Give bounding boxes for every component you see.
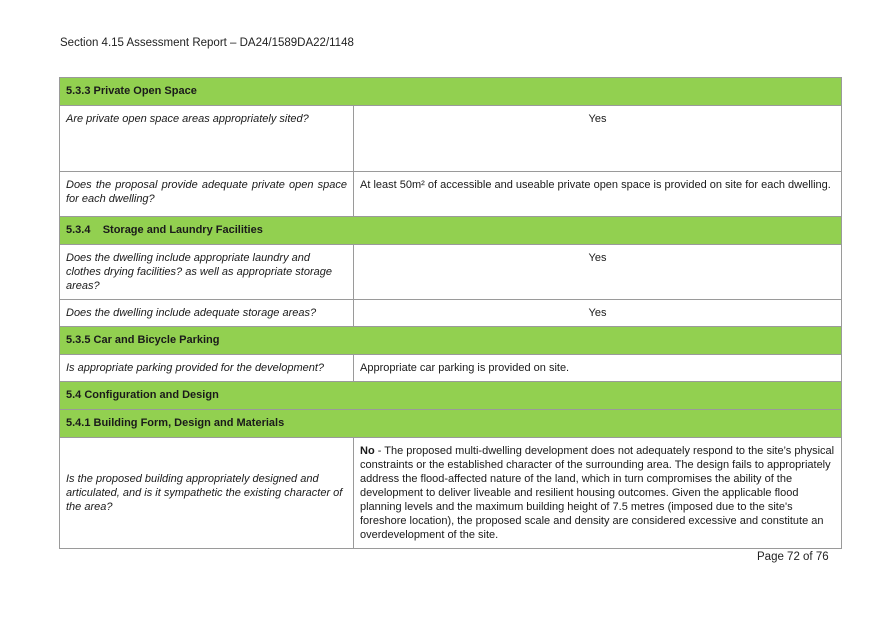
- section-row: [60, 382, 842, 410]
- answer-verdict: No: [360, 445, 375, 457]
- section-heading-5-4-1: 5.4.1 Building Form, Design and Materials: [60, 410, 842, 438]
- question-cell: Does the proposal provide adequate private open space for each dwelling?: [60, 172, 354, 217]
- answer-text: - The proposed multi-dwelling development does not adequately respond to the site’s physical constraints or the established character of the surrounding area. The design fails to appropriately address the flood-affected nature of the land, which in turn compromises the ability of the development to deliver liveable and resilient housing outcomes. Given the applicable flood planning levels and the maximum building height of 7.5 metres (imposed due to the site's foreshore location), the proposed scale and density are considered excessive and constitute an overdevelopment of the site.: [360, 445, 835, 541]
- section-row: [60, 327, 842, 355]
- answer-cell: [354, 438, 842, 549]
- question-cell: Is the proposed building appropriately designed and articulated, and is it sympathetic the existing character of the area?: [60, 438, 354, 549]
- section-heading-5-3-5: 5.3.5 Car and Bicycle Parking: [60, 327, 842, 355]
- answer-cell: Yes: [354, 300, 842, 327]
- question-cell: Does the dwelling include appropriate laundry and clothes drying facilities? as well as appropriate storage areas?: [60, 245, 354, 300]
- table-row: [60, 172, 842, 217]
- question-cell: Does the dwelling include adequate storage areas?: [60, 300, 354, 327]
- answer-cell: Yes: [354, 245, 842, 300]
- section-row: [60, 217, 842, 245]
- question-cell: Is appropriate parking provided for the development?: [60, 355, 354, 382]
- section-row: [60, 410, 842, 438]
- answer-cell: Appropriate car parking is provided on site.: [354, 355, 842, 382]
- answer-cell: At least 50m² of accessible and useable private open space is provided on site for each dwelling.: [354, 172, 842, 217]
- table-row: [60, 300, 842, 327]
- section-heading-5-4: 5.4 Configuration and Design: [60, 382, 842, 410]
- table-row: [60, 438, 842, 549]
- report-header: Section 4.15 Assessment Report – DA24/1589DA22/1148: [60, 37, 354, 49]
- question-cell: Are private open space areas appropriately sited?: [60, 106, 354, 172]
- section-row: [60, 78, 842, 106]
- answer-cell: Yes: [354, 106, 842, 172]
- page-number: Page 72 of 76: [757, 551, 829, 563]
- table-row: [60, 245, 842, 300]
- assessment-table: [59, 77, 842, 549]
- table-row: [60, 355, 842, 382]
- section-heading-5-3-4: 5.3.4 Storage and Laundry Facilities: [60, 217, 842, 245]
- section-heading-5-3-3: 5.3.3 Private Open Space: [60, 78, 842, 106]
- table-row: [60, 106, 842, 172]
